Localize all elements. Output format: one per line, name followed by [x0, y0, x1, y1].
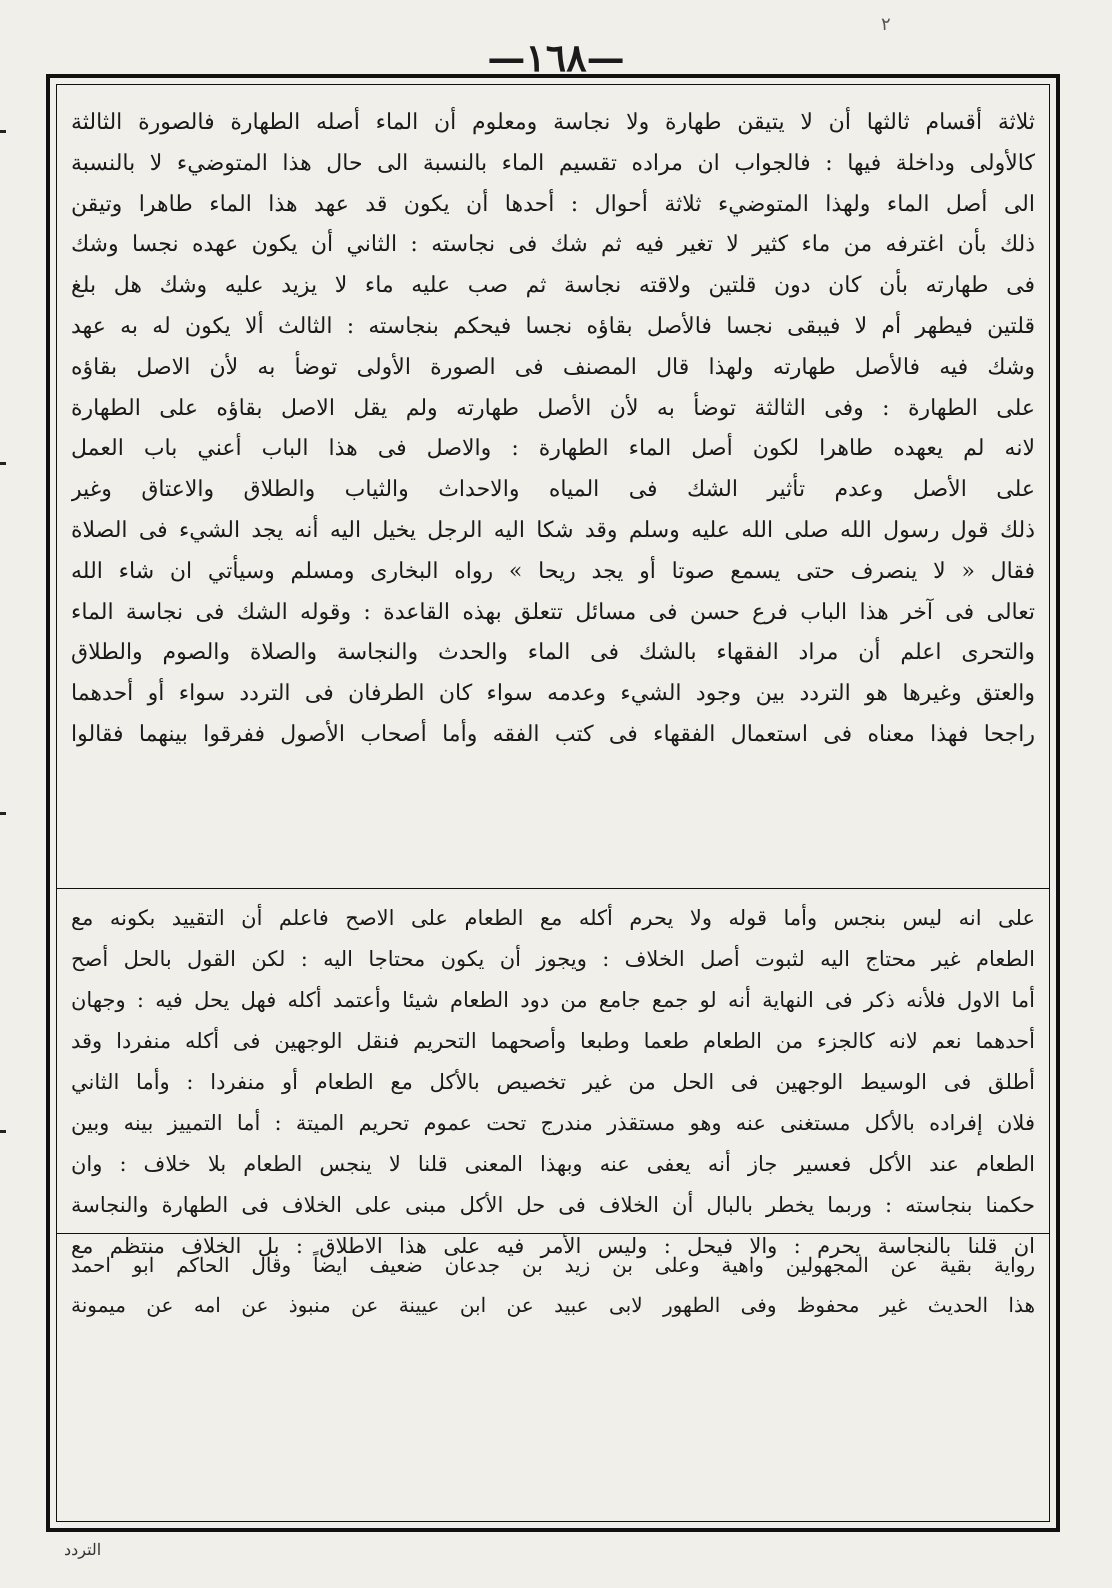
- main-text: [57, 103, 1049, 756]
- text-line: ثلاثة أقسام ثالثها أن لا يتيقن طهارة ولا نجاسة ومعلوم أن الماء أصله الطهارة فالصورة الثالثة: [71, 110, 1035, 135]
- text-line: فى طهارته بأن كان دون قلتين ولاقته نجاسة ثم صب عليه ماء لا يزيد عليه وشك هل بلغ: [71, 273, 1035, 299]
- text-line: راجحا فهذا معناه فى استعمال الفقهاء فى كتب الفقه وأما أصحاب الأصول ففرقوا بينهما فقالوا: [71, 721, 1035, 747]
- page-number: —١٦٨—: [487, 35, 625, 80]
- note-line: أحدهما نعم لانه كالجزء من الطعام طعما وطبعا وأصحهما التحريم فنقل الوجهين فى أكله منفردا وقد: [71, 1029, 1035, 1053]
- page-frame-inner: [56, 84, 1050, 1522]
- text-line: الى أصل الماء ولهذا المتوضيء ثلاثة أحوال : أحدها أن يكون قد عهد هذا الماء طاهرا وتيقن: [71, 191, 1035, 217]
- note-line: الطعام غير محتاج اليه لثبوت أصل الخلاف : ويجوز أن يكون محتاجا اليه : لكن القول بالحل أصح: [71, 947, 1035, 971]
- text-line: ذلك قول رسول الله صلى الله عليه وسلم وقد شكا اليه الرجل يخيل اليه أنه يجد الشيء فى الصلاة: [71, 517, 1035, 543]
- edge-mark: [0, 130, 6, 133]
- text-line: وشك فيه فالأصل طهارته ولهذا قال المصنف فى الصورة الأولى توضأ به لأن الاصل بقاؤه: [71, 354, 1035, 380]
- footnote-text: [57, 1245, 1049, 1325]
- note-line: حكمنا بنجاسته : وربما يخطر بالبال أن الخلاف فى حل الأكل مبنى على الخلاف فى الطهارة والنجاسة: [71, 1193, 1035, 1217]
- note-line: أما الاول فلأنه ذكر فى النهاية أنه لو جمع جامع من دود الطعام شيئا وأعتمد أكله فهل يحل فيه : وجهان: [71, 988, 1035, 1012]
- edge-mark: [0, 1130, 6, 1133]
- text-line: تعالى فى آخر هذا الباب فرع حسن فى مسائل تتعلق بهذه القاعدة : وقوله الشك فى نجاسة الماء: [71, 599, 1035, 625]
- note-line: ان قلنا بالنجاسة يحرم : والا فيحل : وليس الأمر فيه على هذا الاطلاق : بل الخلاف منتظم مع: [71, 1234, 1035, 1258]
- text-line: على الطهارة : وفى الثالثة توضأ به لأن الأصل طهارته ولم يقل الاصل بقاؤه على الطهارة: [71, 395, 1035, 421]
- note-line: الطعام عند الأكل فعسير جاز أنه يعفى عنه وبهذا المعنى قلنا لا ينجس الطعام بلا خلاف : وان: [71, 1152, 1035, 1176]
- text-line: على الأصل وعدم تأثير الشك فى المياه والاحداث والثياب والطلاق والاعتاق وغير: [71, 477, 1035, 503]
- text-line: كالأولى وداخلة فيها : فالجواب ان مراده تقسيم الماء بالنسبة الى حال هذا المتوضيء لا بالنسبة: [71, 150, 1035, 176]
- text-line: والتحرى اعلم أن مراد الفقهاء بالشك فى الماء والحدث والنجاسة والصلاة والصوم والطلاق: [71, 640, 1035, 666]
- edge-mark: [0, 812, 6, 815]
- edge-mark: [0, 462, 6, 465]
- note-line: أطلق فى الوسيط الوجهين فى الحل من غير تخصيص بالأكل مع الطعام أو منفردا : وأما الثاني: [71, 1070, 1035, 1094]
- section-divider: [57, 1233, 1049, 1234]
- footnote-line: رواية بقية عن المجهولين واهية وعلى بن زيد بن جدعان ضعيف ايضاً وقال الحاكم ابو احمد: [71, 1253, 1035, 1277]
- text-line: ذلك بأن اغترفه من ماء كثير لا تغير فيه ثم شك فى نجاسته : الثاني أن يكون عهده نجسا وشك: [71, 232, 1035, 258]
- text-line: لانه لم يعهده طاهرا لكون أصل الماء الطهارة : والاصل فى هذا الباب أعني باب العمل: [71, 436, 1035, 462]
- text-line: فقال « لا ينصرف حتى يسمع صوتا أو يجد ريحا » رواه البخارى ومسلم وسيأتي ان شاء الله: [71, 558, 1035, 584]
- catchword: التردد: [64, 1540, 102, 1559]
- commentary-text: [57, 898, 1049, 1267]
- note-line: فلان إفراده بالأكل مستغنى عنه وهو مستقذر مندرج تحت عموم تحريم الميتة : أما التمييز بينه وبين: [71, 1111, 1035, 1135]
- section-divider: [57, 888, 1049, 889]
- note-line: على انه ليس بنجس وأما قوله ولا يحرم أكله مع الطعام على الاصح فاعلم أن التقييد بكونه مع: [71, 906, 1035, 930]
- text-line: قلتين فيطهر أم لا فيبقى نجسا فالأصل بقاؤه نجسا فيحكم بنجاسته : الثالث ألا يكون له به عهد: [71, 313, 1035, 339]
- footnote-line: هذا الحديث غير محفوظ وفى الطهور لابى عبيد عن ابن عيينة عن منبوذ عن امه عن ميمونة: [71, 1293, 1035, 1317]
- text-line: والعتق وغيرها هو التردد بين وجود الشيء وعدمه سواء كان الطرفان فى التردد سواء أو أحدهما: [71, 681, 1035, 707]
- corner-mark: ٢: [881, 14, 891, 35]
